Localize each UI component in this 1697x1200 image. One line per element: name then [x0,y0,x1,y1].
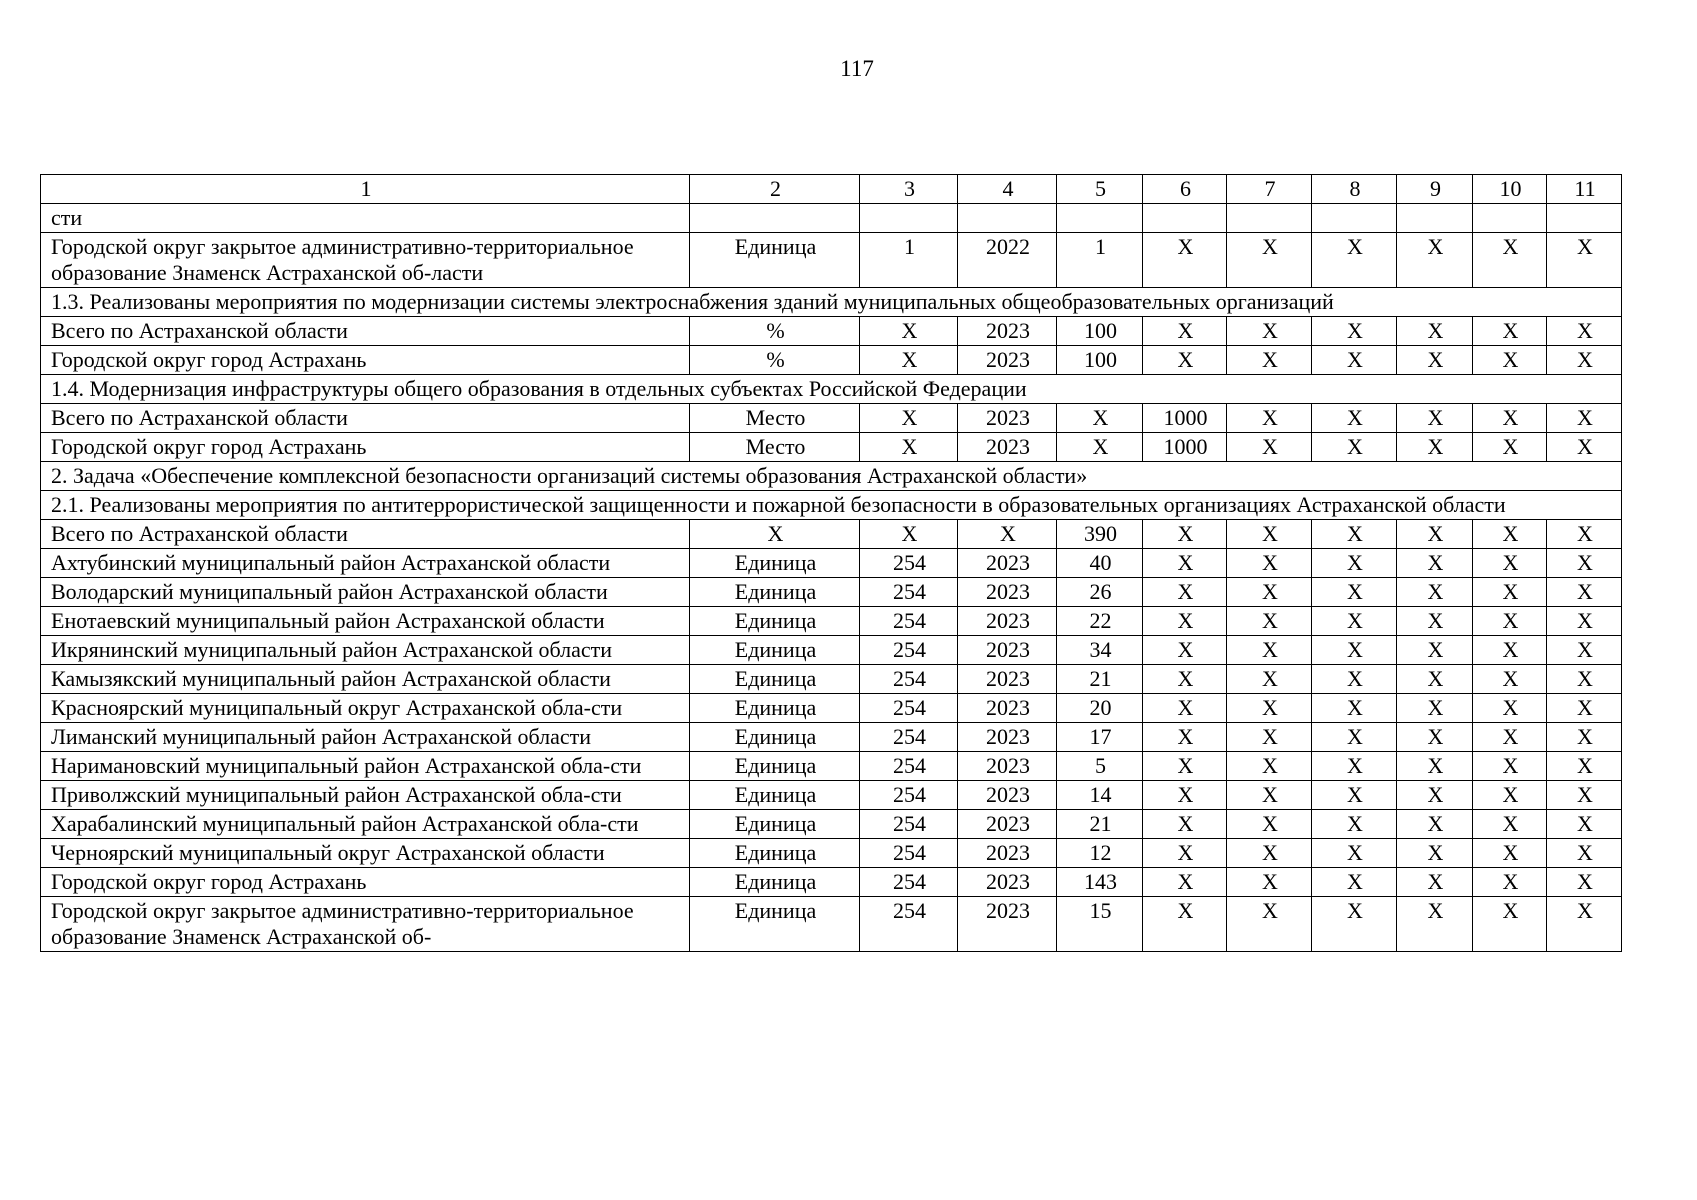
value-cell-col-9 [1397,204,1473,233]
territory-name-cell: Городской округ закрытое административно-территориальное образование Знаменск Астраханской об- [41,897,690,952]
section-row [41,491,1622,520]
table-row [41,839,1622,868]
value-cell-col-11: X [1547,404,1622,433]
territory-name-cell: Камызякский муниципальный район Астраханской области [41,665,690,694]
value-cell-col-10: X [1473,810,1547,839]
value-cell-col-3: X [860,317,958,346]
value-cell-col-9: X [1397,897,1473,952]
value-cell-col-11: X [1547,346,1622,375]
value-cell-col-5: 17 [1057,723,1143,752]
table-row [41,433,1622,462]
value-cell-col-11: X [1547,578,1622,607]
table-row [41,607,1622,636]
table-row [41,868,1622,897]
table-row [41,723,1622,752]
value-cell-col-9: X [1397,723,1473,752]
value-cell-col-5: 5 [1057,752,1143,781]
value-cell-col-11: X [1547,694,1622,723]
value-cell-col-6: X [1143,233,1227,288]
territory-name-cell: Всего по Астраханской области [41,520,690,549]
value-cell-col-5: 15 [1057,897,1143,952]
value-cell-col-3: 254 [860,723,958,752]
territory-name-cell: Приволжский муниципальный район Астраханской обла-сти [41,781,690,810]
table-row [41,317,1622,346]
value-cell-col-4: 2023 [958,607,1057,636]
value-cell-col-2: Единица [690,665,860,694]
value-cell-col-4: 2023 [958,723,1057,752]
value-cell-col-10: X [1473,636,1547,665]
territory-name-cell: Красноярский муниципальный округ Астраханской обла-сти [41,694,690,723]
territory-name-cell: Городской округ город Астрахань [41,346,690,375]
value-cell-col-5: 100 [1057,317,1143,346]
value-cell-col-7: X [1227,694,1312,723]
value-cell-col-7 [1227,204,1312,233]
value-cell-col-10: X [1473,233,1547,288]
value-cell-col-11: X [1547,868,1622,897]
value-cell-col-10: X [1473,694,1547,723]
value-cell-col-7: X [1227,433,1312,462]
value-cell-col-7: X [1227,665,1312,694]
value-cell-col-5: 390 [1057,520,1143,549]
value-cell-col-3: X [860,346,958,375]
table-row [41,636,1622,665]
value-cell-col-11: X [1547,810,1622,839]
value-cell-col-11: X [1547,433,1622,462]
column-number-cell: 6 [1143,175,1227,204]
page-number: 117 [840,56,874,81]
value-cell-col-9: X [1397,607,1473,636]
value-cell-col-4: 2023 [958,868,1057,897]
value-cell-col-4: 2023 [958,636,1057,665]
value-cell-col-8 [1312,204,1397,233]
value-cell-col-10: X [1473,578,1547,607]
value-cell-col-2: Единица [690,723,860,752]
value-cell-col-4: 2023 [958,752,1057,781]
value-cell-col-10: X [1473,433,1547,462]
value-cell-col-8: X [1312,549,1397,578]
territory-name-cell: Городской округ город Астрахань [41,433,690,462]
value-cell-col-8: X [1312,404,1397,433]
territory-name-cell: сти [41,204,690,233]
territory-name-cell: Ахтубинский муниципальный район Астраханской области [41,549,690,578]
value-cell-col-5 [1057,204,1143,233]
value-cell-col-10: X [1473,752,1547,781]
value-cell-col-11: X [1547,897,1622,952]
table-row [41,810,1622,839]
territory-name-cell: Харабалинский муниципальный район Астраханской обла-сти [41,810,690,839]
column-number-cell: 9 [1397,175,1473,204]
value-cell-col-10: X [1473,520,1547,549]
table-row [41,897,1622,952]
table-row [41,404,1622,433]
value-cell-col-7: X [1227,520,1312,549]
value-cell-col-4: 2023 [958,897,1057,952]
value-cell-col-3: X [860,433,958,462]
value-cell-col-2: Единица [690,752,860,781]
value-cell-col-3: 254 [860,549,958,578]
value-cell-col-5: 26 [1057,578,1143,607]
value-cell-col-2 [690,204,860,233]
value-cell-col-9: X [1397,636,1473,665]
value-cell-col-6: X [1143,781,1227,810]
value-cell-col-11: X [1547,233,1622,288]
column-number-cell: 7 [1227,175,1312,204]
value-cell-col-8: X [1312,578,1397,607]
value-cell-col-6: X [1143,578,1227,607]
value-cell-col-7: X [1227,549,1312,578]
value-cell-col-9: X [1397,839,1473,868]
column-number-cell: 4 [958,175,1057,204]
value-cell-col-3: X [860,404,958,433]
value-cell-col-7: X [1227,752,1312,781]
section-title: 2.1. Реализованы мероприятия по антитеррористической защищенности и пожарной безопасности в образовательных организациях Астраханской области [41,491,1622,520]
value-cell-col-10: X [1473,781,1547,810]
value-cell-col-11: X [1547,549,1622,578]
value-cell-col-6 [1143,204,1227,233]
value-cell-col-8: X [1312,723,1397,752]
value-cell-col-3: 254 [860,578,958,607]
value-cell-col-7: X [1227,897,1312,952]
value-cell-col-6: X [1143,868,1227,897]
value-cell-col-11: X [1547,520,1622,549]
value-cell-col-5: 21 [1057,665,1143,694]
value-cell-col-6: 1000 [1143,404,1227,433]
column-number-row [41,175,1622,204]
value-cell-col-2: Единица [690,636,860,665]
value-cell-col-3: X [860,520,958,549]
value-cell-col-6: X [1143,520,1227,549]
value-cell-col-6: X [1143,665,1227,694]
value-cell-col-9: X [1397,404,1473,433]
value-cell-col-2: Единица [690,868,860,897]
value-cell-col-10: X [1473,346,1547,375]
value-cell-col-8: X [1312,781,1397,810]
value-cell-col-11: X [1547,317,1622,346]
value-cell-col-8: X [1312,317,1397,346]
value-cell-col-5: 14 [1057,781,1143,810]
value-cell-col-7: X [1227,607,1312,636]
value-cell-col-4: 2023 [958,578,1057,607]
value-cell-col-6: X [1143,810,1227,839]
value-cell-col-10: X [1473,665,1547,694]
value-cell-col-9: X [1397,346,1473,375]
value-cell-col-2: Место [690,404,860,433]
value-cell-col-2: Единица [690,897,860,952]
value-cell-col-3: 254 [860,694,958,723]
value-cell-col-6: X [1143,694,1227,723]
value-cell-col-2: X [690,520,860,549]
territory-name-cell: Всего по Астраханской области [41,404,690,433]
value-cell-col-10: X [1473,317,1547,346]
value-cell-col-3: 254 [860,810,958,839]
value-cell-col-9: X [1397,233,1473,288]
value-cell-col-4: X [958,520,1057,549]
value-cell-col-3: 254 [860,781,958,810]
value-cell-col-7: X [1227,839,1312,868]
value-cell-col-5: 143 [1057,868,1143,897]
section-row [41,462,1622,491]
value-cell-col-8: X [1312,868,1397,897]
value-cell-col-7: X [1227,723,1312,752]
value-cell-col-2: Единица [690,694,860,723]
value-cell-col-3: 254 [860,665,958,694]
value-cell-col-9: X [1397,317,1473,346]
value-cell-col-8: X [1312,810,1397,839]
value-cell-col-2: Единица [690,781,860,810]
value-cell-col-5: 34 [1057,636,1143,665]
value-cell-col-4: 2023 [958,781,1057,810]
value-cell-col-4: 2023 [958,404,1057,433]
value-cell-col-6: X [1143,636,1227,665]
value-cell-col-4: 2023 [958,665,1057,694]
value-cell-col-6: X [1143,897,1227,952]
value-cell-col-5: 100 [1057,346,1143,375]
value-cell-col-11: X [1547,665,1622,694]
value-cell-col-11: X [1547,839,1622,868]
value-cell-col-5: 21 [1057,810,1143,839]
value-cell-col-7: X [1227,781,1312,810]
value-cell-col-7: X [1227,810,1312,839]
value-cell-col-2: Единица [690,607,860,636]
value-cell-col-5: X [1057,404,1143,433]
value-cell-col-4: 2023 [958,317,1057,346]
value-cell-col-9: X [1397,578,1473,607]
value-cell-col-2: Место [690,433,860,462]
value-cell-col-3: 254 [860,839,958,868]
value-cell-col-7: X [1227,636,1312,665]
value-cell-col-9: X [1397,520,1473,549]
territory-name-cell: Черноярский муниципальный округ Астраханской области [41,839,690,868]
value-cell-col-8: X [1312,346,1397,375]
value-cell-col-8: X [1312,897,1397,952]
value-cell-col-11: X [1547,723,1622,752]
column-number-cell: 1 [41,175,690,204]
territory-name-cell: Енотаевский муниципальный район Астраханской области [41,607,690,636]
value-cell-col-5: 22 [1057,607,1143,636]
value-cell-col-11: X [1547,636,1622,665]
value-cell-col-10 [1473,204,1547,233]
column-number-cell: 2 [690,175,860,204]
value-cell-col-10: X [1473,723,1547,752]
section-title: 1.4. Модернизация инфраструктуры общего образования в отдельных субъектах Российской Федерации [41,375,1622,404]
column-number-cell: 5 [1057,175,1143,204]
table-row [41,665,1622,694]
value-cell-col-7: X [1227,578,1312,607]
value-cell-col-5: 12 [1057,839,1143,868]
value-cell-col-4: 2022 [958,233,1057,288]
value-cell-col-6: X [1143,607,1227,636]
value-cell-col-10: X [1473,897,1547,952]
value-cell-col-2: Единица [690,810,860,839]
table-row [41,781,1622,810]
value-cell-col-4: 2023 [958,433,1057,462]
value-cell-col-4: 2023 [958,839,1057,868]
value-cell-col-6: X [1143,839,1227,868]
value-cell-col-8: X [1312,839,1397,868]
value-cell-col-6: 1000 [1143,433,1227,462]
value-cell-col-6: X [1143,549,1227,578]
value-cell-col-8: X [1312,433,1397,462]
table-row [41,578,1622,607]
value-cell-col-3: 254 [860,607,958,636]
value-cell-col-5: 20 [1057,694,1143,723]
value-cell-col-8: X [1312,694,1397,723]
table-row [41,752,1622,781]
indicators-table [40,174,1622,952]
table-row [41,520,1622,549]
value-cell-col-10: X [1473,607,1547,636]
value-cell-col-3: 1 [860,233,958,288]
territory-name-cell: Икрянинский муниципальный район Астраханской области [41,636,690,665]
value-cell-col-8: X [1312,665,1397,694]
territory-name-cell: Городской округ город Астрахань [41,868,690,897]
column-number-cell: 10 [1473,175,1547,204]
value-cell-col-9: X [1397,752,1473,781]
value-cell-col-2: % [690,346,860,375]
value-cell-col-7: X [1227,317,1312,346]
value-cell-col-4: 2023 [958,694,1057,723]
value-cell-col-8: X [1312,520,1397,549]
value-cell-col-10: X [1473,839,1547,868]
value-cell-col-6: X [1143,317,1227,346]
column-number-cell: 11 [1547,175,1622,204]
territory-name-cell: Лиманский муниципальный район Астраханской области [41,723,690,752]
column-number-cell: 8 [1312,175,1397,204]
value-cell-col-9: X [1397,433,1473,462]
value-cell-col-11: X [1547,781,1622,810]
value-cell-col-2: Единица [690,839,860,868]
value-cell-col-5: 40 [1057,549,1143,578]
column-number-cell: 3 [860,175,958,204]
value-cell-col-7: X [1227,346,1312,375]
value-cell-col-4: 2023 [958,810,1057,839]
value-cell-col-10: X [1473,868,1547,897]
table-row [41,549,1622,578]
table-row [41,694,1622,723]
value-cell-col-6: X [1143,752,1227,781]
value-cell-col-4: 2023 [958,346,1057,375]
value-cell-col-8: X [1312,233,1397,288]
value-cell-col-2: Единица [690,233,860,288]
table-row [41,346,1622,375]
value-cell-col-2: Единица [690,549,860,578]
value-cell-col-8: X [1312,752,1397,781]
value-cell-col-11: X [1547,752,1622,781]
value-cell-col-7: X [1227,233,1312,288]
value-cell-col-10: X [1473,549,1547,578]
value-cell-col-11 [1547,204,1622,233]
value-cell-col-2: Единица [690,578,860,607]
value-cell-col-3: 254 [860,636,958,665]
value-cell-col-6: X [1143,346,1227,375]
value-cell-col-9: X [1397,810,1473,839]
territory-name-cell: Наримановский муниципальный район Астраханской обла-сти [41,752,690,781]
value-cell-col-7: X [1227,404,1312,433]
value-cell-col-9: X [1397,694,1473,723]
territory-name-cell: Всего по Астраханской области [41,317,690,346]
table-row [41,204,1622,233]
value-cell-col-8: X [1312,636,1397,665]
territory-name-cell: Володарский муниципальный район Астраханской области [41,578,690,607]
value-cell-col-11: X [1547,607,1622,636]
value-cell-col-3: 254 [860,868,958,897]
section-row [41,288,1622,317]
value-cell-col-6: X [1143,723,1227,752]
section-row [41,375,1622,404]
value-cell-col-7: X [1227,868,1312,897]
value-cell-col-2: % [690,317,860,346]
value-cell-col-10: X [1473,404,1547,433]
table-body [41,175,1622,952]
value-cell-col-9: X [1397,549,1473,578]
value-cell-col-4 [958,204,1057,233]
value-cell-col-3: 254 [860,752,958,781]
section-title: 1.3. Реализованы мероприятия по модернизации системы электроснабжения зданий муниципальных общеобразовательных организаций [41,288,1622,317]
section-title: 2. Задача «Обеспечение комплексной безопасности организаций системы образования Астраханской области» [41,462,1622,491]
value-cell-col-9: X [1397,781,1473,810]
value-cell-col-9: X [1397,665,1473,694]
value-cell-col-9: X [1397,868,1473,897]
table-row [41,233,1622,288]
value-cell-col-3 [860,204,958,233]
value-cell-col-5: X [1057,433,1143,462]
value-cell-col-8: X [1312,607,1397,636]
value-cell-col-5: 1 [1057,233,1143,288]
value-cell-col-3: 254 [860,897,958,952]
value-cell-col-4: 2023 [958,549,1057,578]
territory-name-cell: Городской округ закрытое административно-территориальное образование Знаменск Астраханской об-ласти [41,233,690,288]
